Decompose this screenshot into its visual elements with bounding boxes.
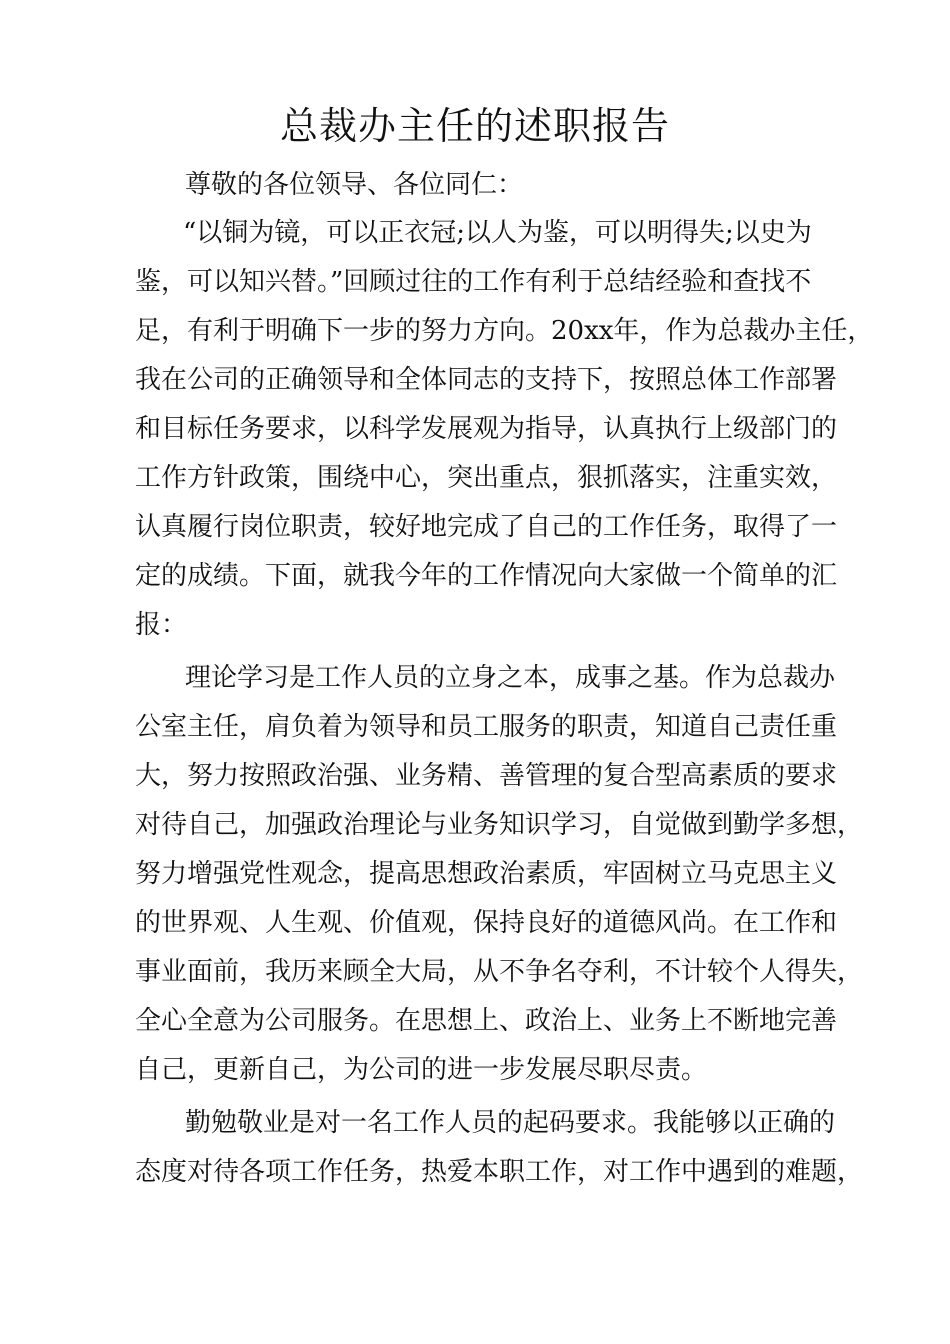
paragraph-1-line-5: 和目标任务要求，以科学发展观为指导，认真执行上级部门的 bbox=[135, 414, 838, 444]
paragraph-2-line-6: 的世界观、人生观、价值观，保持良好的道德风尚。在工作和 bbox=[135, 908, 838, 938]
paragraph-1-line-4: 我在公司的正确领导和全体同志的支持下，按照总体工作部署 bbox=[135, 365, 838, 395]
salutation: 尊敬的各位领导、各位同仁： bbox=[185, 170, 524, 200]
paragraph-1-line-7: 认真履行岗位职责，较好地完成了自己的工作任务，取得了一 bbox=[135, 512, 838, 542]
paragraph-2-line-1: 理论学习是工作人员的立身之本，成事之基。作为总裁办 bbox=[185, 663, 836, 693]
paragraph-2-line-5: 努力增强党性观念，提高思想政治素质，牢固树立马克思主义 bbox=[135, 859, 838, 889]
paragraph-1-line-3: 足，有利于明确下一步的努力方向。20xx年，作为总裁办主任， bbox=[135, 316, 874, 346]
paragraph-1-line-8: 定的成绩。下面，就我今年的工作情况向大家做一个简单的汇 bbox=[135, 561, 838, 591]
paragraph-2-line-9: 自己，更新自己，为公司的进一步发展尽职尽责。 bbox=[135, 1055, 708, 1085]
paragraph-1-line-1: “以铜为镜，可以正衣冠;以人为鉴，可以明得失;以史为 bbox=[183, 218, 812, 248]
paragraph-2-line-4: 对待自己，加强政治理论与业务知识学习，自觉做到勤学多想， bbox=[135, 810, 864, 840]
paragraph-1-line-9: 报： bbox=[135, 610, 188, 640]
paragraph-2-line-3: 大，努力按照政治强、业务精、善管理的复合型高素质的要求 bbox=[135, 761, 838, 791]
paragraph-2-line-8: 全心全意为公司服务。在思想上、政治上、业务上不断地完善 bbox=[135, 1006, 838, 1036]
paragraph-1-line-6: 工作方针政策，围绕中心，突出重点，狠抓落实，注重实效， bbox=[135, 463, 838, 493]
paragraph-2-line-2: 公室主任，肩负着为领导和员工服务的职责，知道自己责任重 bbox=[135, 712, 838, 742]
paragraph-3-line-1: 勤勉敬业是对一名工作人员的起码要求。我能够以正确的 bbox=[185, 1108, 836, 1138]
document-title: 总裁办主任的述职报告 bbox=[279, 104, 670, 148]
paragraph-1-line-2: 鉴，可以知兴替。”回顾过往的工作有利于总结经验和查找不 bbox=[135, 267, 812, 297]
paragraph-3-line-2: 态度对待各项工作任务，热爱本职工作，对工作中遇到的难题， bbox=[135, 1157, 864, 1187]
paragraph-2-line-7: 事业面前，我历来顾全大局，从不争名夺利，不计较个人得失， bbox=[135, 957, 864, 987]
